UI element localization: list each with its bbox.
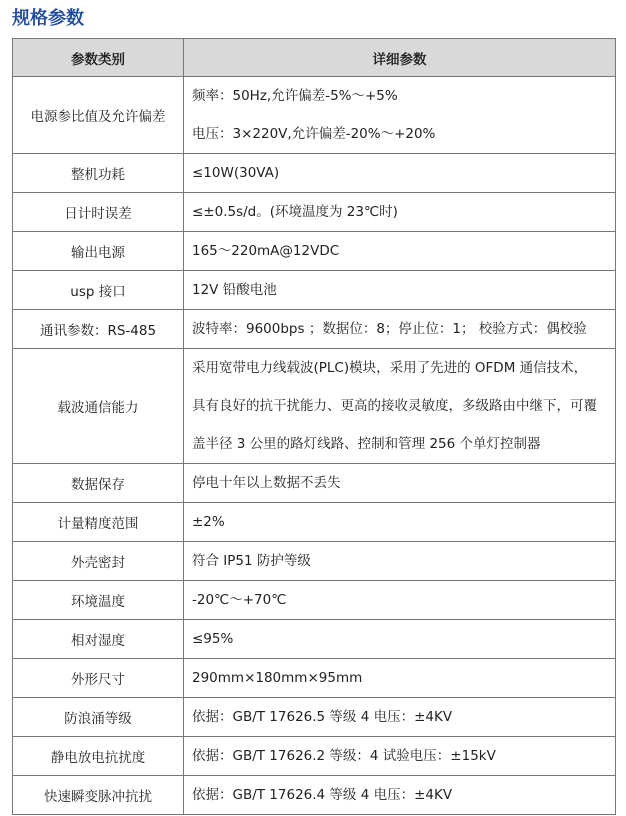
param-category: 静电放电抗扰度	[13, 737, 184, 776]
param-category: usp 接口	[13, 271, 184, 310]
param-category: 数据保存	[13, 464, 184, 503]
param-category: 通讯参数：RS-485	[13, 310, 184, 349]
table-row	[13, 77, 616, 154]
param-detail-line: 盖半径 3 公里的路灯线路、控制和管理 256 个单灯控制器	[192, 436, 541, 452]
param-detail	[184, 349, 616, 464]
param-detail-line: 频率：50Hz,允许偏差-5%～+5%	[192, 88, 398, 104]
param-detail-line: ≤10W(30VA)	[192, 165, 280, 181]
header-detail: 详细参数	[184, 39, 616, 77]
param-detail-line: 停电十年以上数据不丢失	[192, 475, 341, 491]
table-row	[13, 659, 616, 698]
table-row	[13, 503, 616, 542]
param-detail	[184, 310, 616, 349]
param-category: 日计时误差	[13, 193, 184, 232]
param-detail	[184, 232, 616, 271]
param-detail-line: ±2%	[192, 514, 225, 530]
param-category: 电源参比值及允许偏差	[13, 77, 184, 154]
param-detail	[184, 620, 616, 659]
table-row	[13, 271, 616, 310]
param-category: 外形尺寸	[13, 659, 184, 698]
param-detail	[184, 581, 616, 620]
param-detail-line: 波特率：9600bps ；数据位：8；停止位：1； 校验方式：偶校验	[192, 321, 587, 337]
param-category: 整机功耗	[13, 154, 184, 193]
param-detail-line: 符合 IP51 防护等级	[192, 553, 311, 569]
param-detail-line: 依据：GB/T 17626.4 等级 4 电压：±4KV	[192, 787, 453, 803]
param-detail	[184, 271, 616, 310]
table-row	[13, 542, 616, 581]
param-detail-line: 12V 铅酸电池	[192, 282, 277, 298]
table-row	[13, 620, 616, 659]
param-detail	[184, 737, 616, 776]
param-category: 相对湿度	[13, 620, 184, 659]
table-header-row	[13, 39, 616, 77]
param-detail-line: 依据：GB/T 17626.5 等级 4 电压：±4KV	[192, 709, 453, 725]
param-detail-line: ≤95%	[192, 631, 234, 647]
table-row	[13, 737, 616, 776]
table-row	[13, 698, 616, 737]
param-detail-line: 依据：GB/T 17626.2 等级：4 试验电压：±15kV	[192, 748, 496, 764]
table-row	[13, 232, 616, 271]
param-detail-line: 电压：3×220V,允许偏差-20%～+20%	[192, 126, 436, 142]
param-detail	[184, 698, 616, 737]
param-category: 外壳密封	[13, 542, 184, 581]
param-detail	[184, 542, 616, 581]
param-detail-line: -20℃～+70℃	[192, 592, 287, 608]
param-category: 环境温度	[13, 581, 184, 620]
param-detail	[184, 464, 616, 503]
param-category: 快速瞬变脉冲抗扰	[13, 776, 184, 815]
param-category: 输出电源	[13, 232, 184, 271]
param-detail-line: 采用宽带电力线载波(PLC)模块，采用了先进的 OFDM 通信技术，	[192, 360, 588, 376]
param-detail-line: 具有良好的抗干扰能力、更高的接收灵敏度，多级路由中继下，可覆	[192, 398, 597, 414]
spec-table-body	[13, 77, 616, 815]
param-detail	[184, 193, 616, 232]
table-row	[13, 776, 616, 815]
param-detail-line: 290mm×180mm×95mm	[192, 670, 363, 686]
header-category: 参数类别	[13, 39, 184, 77]
section-title: 规格参数	[12, 8, 84, 29]
table-row	[13, 193, 616, 232]
param-detail	[184, 503, 616, 542]
param-category: 计量精度范围	[13, 503, 184, 542]
param-detail	[184, 77, 616, 154]
param-category: 载波通信能力	[13, 349, 184, 464]
param-detail	[184, 154, 616, 193]
param-category: 防浪涌等级	[13, 698, 184, 737]
table-row	[13, 154, 616, 193]
table-row	[13, 349, 616, 464]
param-detail-line: 165～220mA@12VDC	[192, 243, 340, 259]
param-detail-line: ≤±0.5s/d。(环境温度为 23℃时)	[192, 204, 398, 220]
param-detail	[184, 776, 616, 815]
spec-table	[12, 38, 616, 815]
param-detail	[184, 659, 616, 698]
table-row	[13, 581, 616, 620]
table-row	[13, 464, 616, 503]
table-row	[13, 310, 616, 349]
